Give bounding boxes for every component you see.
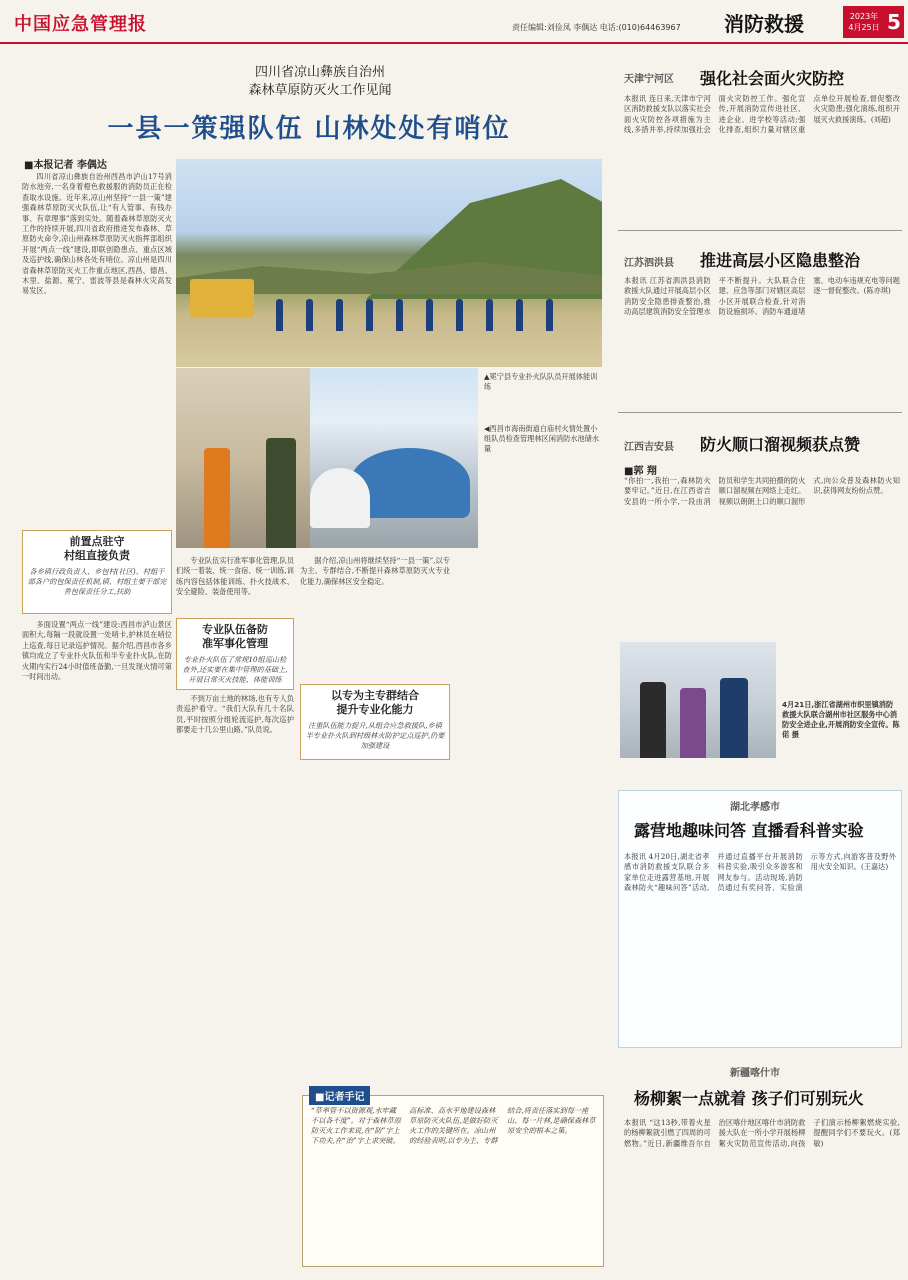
article-column-2 (22, 620, 172, 1260)
crew-figure (516, 299, 523, 331)
crew-figure (396, 299, 403, 331)
column-text: 专业队伍实行准军事化管理,队员们统一着装、统一食宿、统一训练,训练内容包括体能训练、扑火技战术、安全避险、装备使用等。 (176, 556, 294, 597)
person-figure (640, 682, 666, 758)
art2-title: 推进高层小区隐患整治 (700, 251, 861, 270)
art1-title: 强化社会面火灾防控 (700, 69, 845, 88)
box-text: 专业扑火队伍了常规10组巡山检查外,还实要在集中管理的基础上,开展日常灭火技能、体能训练 (182, 655, 288, 684)
box-title: 以专为主专群结合 提升专业化能力 (331, 689, 419, 716)
box-text: 注重队伍能力提升,从组合应急救援队,乡镇半专业扑火队到村级林火防护定点巡护,仍要加强建设 (305, 721, 445, 750)
article-column-4a (300, 556, 450, 680)
person-figure (720, 678, 748, 758)
sidebar-box-3 (300, 684, 450, 760)
crew-figure (276, 299, 283, 331)
art3-title: 防火顺口溜视频获点赞 (700, 435, 861, 454)
fire-truck-shape (190, 279, 254, 317)
art4-body: 本报讯 4月20日,湖北省孝感市消防救援支队联合多家单位走进露营基地,开展森林防火“趣味问答”活动,并通过直播平台开展消防科普实验,吸引众多游客和网友参与。活动现场,消防员通过有奖问答、实验演示等方式,向游客普及野外用火安全知识。(王嘉达) (624, 852, 896, 893)
photo-caption-1: ▲冕宁县专业扑火队队员开展体能训练 (484, 372, 598, 391)
paper-name: 中国应急管理报 (14, 14, 147, 35)
crew-figure (546, 299, 553, 331)
main-headline: 一县一策强队伍 山林处处有哨位 (107, 114, 511, 144)
art5-body: 本报讯 “这13秒,带着火星的杨柳絮就引燃了四周的可燃物。”近日,新疆维吾尔自治区喀什地区喀什市消防救援大队在一所小学开展杨柳絮火灾防范宣传活动,向孩子们演示杨柳絮燃烧实验,提醒同学们不要玩火。(郑敏) (624, 1118, 900, 1148)
crew-figure (456, 299, 463, 331)
crew-figure (306, 299, 313, 331)
box-title: 专业队伍备防 准军事化管理 (202, 623, 268, 650)
photo-community-publicity (620, 642, 776, 758)
sidebar-box-2 (176, 618, 294, 690)
column-text: 据介绍,凉山州将继续坚持“一县一策”,以专为主、专群结合,不断提升森林草原防灭火专业化能力,确保林区安全稳定。 (300, 556, 450, 586)
column-text: 不到万亩土地的林场,也有专人负责巡护看守。“我们大队有几十名队员,平时按照分组轮流巡护,每次巡护都要走十几公里山路。”队员说。 (176, 694, 294, 735)
main-kicker (180, 64, 460, 100)
main-byline: ■本报记者 李偶达 (24, 160, 107, 171)
person-camouflage (266, 438, 296, 548)
divider (618, 230, 902, 231)
editors-line: 责任编辑:刘俭凤 李偶达 电话:(010)64463967 (512, 23, 681, 32)
art2-kicker: 江苏泗洪县 (624, 258, 674, 269)
article-column-1 (22, 172, 172, 528)
art4-kicker: 湖北孝感市 (730, 802, 780, 813)
white-tank-shape (310, 468, 370, 528)
reporter-notes-text: “草率管不以资源观,水牢藏不以各不度”。对于森林草原防灭火工作来说,在“防”字上下功夫,在“治”字上求突破。高标准、高水平地建设森林草原防灭火队伍,是做好防灭火工作的关键所在。凉山州的经验表明,以专为主、专群结合,将责任落实到每一座山、每一片林,是确保森林草原安全的根本之策。 (311, 1106, 596, 1145)
photo-training (176, 159, 602, 367)
section-name: 消防救援 (724, 12, 804, 36)
article-column-3b (176, 694, 294, 1264)
issue-day: 4月25日 (848, 23, 880, 32)
box-title: 前置点驻守 村组直接负责 (64, 535, 130, 562)
photo-caption-2: ◀西昌市海南街道白庙村火情处置小组队员检查管理林区闲消防水池储水量 (484, 424, 600, 453)
art2-body: 本报讯 江苏省泗洪县消防救援大队通过开展高层小区消防安全隐患排查整治,推动高层建筑消防安全管理水平不断提升。大队联合住建、应急等部门对辖区高层小区开展联合检查,针对消防设施损坏、消防车通道堵塞、电动车违规充电等问题逐一督促整改。(陈亦琪) (624, 276, 900, 317)
crew-figure (486, 299, 493, 331)
art3-body: “你拍一,我拍一,森林防火要牢记。”近日,在江西省吉安县的一所小学,一段由消防员和学生共同拍摄的防火顺口溜视频在网络上走红。视频以朗朗上口的顺口溜形式,向公众普及森林防火知识,获得网友纷纷点赞。 (624, 476, 900, 506)
art4-title: 露营地趣味问答 直播看科普实验 (634, 821, 864, 840)
issue-date (843, 6, 885, 38)
article-column-3a (176, 556, 294, 616)
divider (618, 412, 902, 413)
art1-kicker: 天津宁河区 (624, 74, 674, 85)
column-text: 多面设置“两点一线”建设:西昌市泸山景区面积大,每隔一段就设置一处哨卡,护林员在哨位上巡查,每日记录巡护情况。据介绍,西昌市各乡镇均成立了专业扑火队伍和半专业扑火队,在防火期内实行24小时值班备勤,一旦发现火情可第一时间出动。 (22, 620, 172, 682)
art3-photo-caption: 4月21日,浙江省湖州市织里镇消防救援大队联合湖州市社区服务中心消防安全进企业,开展消防安全宣传。陈偌 摄 (782, 700, 900, 739)
person-figure (680, 688, 706, 758)
photo-inspection-people (176, 368, 310, 548)
column-text: 四川省凉山彝族自治州西昌市泸山17号消防水池旁,一名身着橙色救援服的消防员正在检查取水设施。近年来,凉山州坚持“一县一策”建强森林草原防灭火队伍,让“有人管事、有钱办事、有章理事”落到实处。随着森林草原防灭火工作的持续开展,四川省政府推进发布森林、草原防火命令,凉山州森林草原防灭火指挥部组织开展“两点一线”建设,即联创隐患点、重点区域及巡护线,确保山林各处有哨位。凉山州是四川省森林草原防灭火工作重点地区,西昌、德昌、木里、盐源、冕宁、雷波等县是森林火灾高发易发区。 (22, 172, 172, 296)
reporter-notes-box (302, 1092, 604, 1267)
art3-kicker: 江西吉安县 (624, 442, 674, 453)
crew-figure (366, 299, 373, 331)
sidebar-box-1 (22, 530, 172, 614)
kicker-line-2: 森林草原防灭火工作见闻 (248, 83, 392, 98)
issue-year: 2023年 (849, 12, 879, 21)
box-text: 各乡镇行政负责人、乡包村(社区)、村组干部各户的包保责任机制,镇、村组主要干部完善包保责任分工,扶助 (27, 567, 167, 596)
kicker-line-1: 四川省凉山彝族自治州 (254, 65, 385, 80)
crew-figure (426, 299, 433, 331)
art5-title: 杨柳絮一点就着 孩子们可别玩火 (634, 1089, 864, 1108)
art5-kicker: 新疆喀什市 (730, 1068, 780, 1079)
photo-water-tank (310, 368, 478, 548)
masthead (0, 0, 908, 44)
crew-figure (336, 299, 343, 331)
page-number: 5 (884, 6, 904, 38)
art3-byline: ■郭 翔 (624, 466, 657, 477)
reporter-notes-label: ■记者手记 (309, 1086, 370, 1105)
person-orange-uniform (204, 448, 230, 548)
art1-body: 本报讯 连日来,天津市宁河区消防救援支队以落实社会面火灾防控各项措施为主线,多措并举,持续加强社会面火灾防控工作。强化宣传,开展消防宣传进社区、进企业、进学校等活动;强化排查,组织力量对辖区重点单位开展检查,督促整改火灾隐患;强化演练,组织开展灭火救援演练。(刘超) (624, 94, 900, 135)
